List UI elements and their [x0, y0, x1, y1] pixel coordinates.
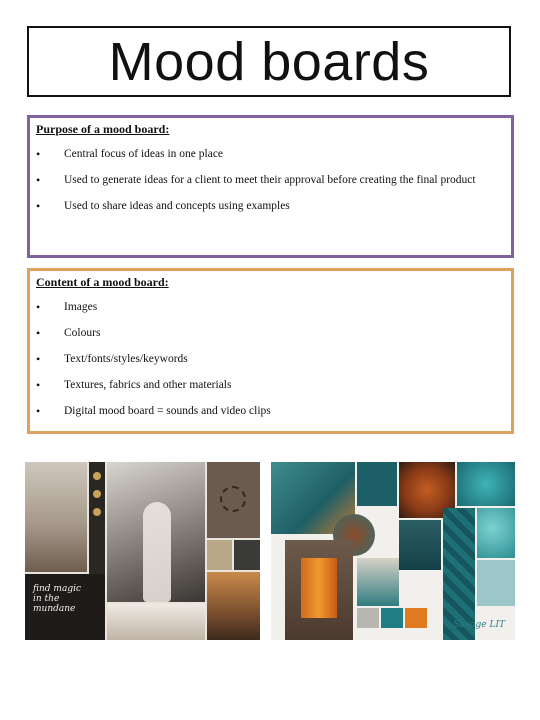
list-item-text: Used to share ideas and concepts using examples	[64, 200, 290, 212]
moon-phase-icon	[93, 472, 101, 480]
texture-swatch	[234, 540, 260, 570]
purpose-list	[36, 145, 503, 215]
content-list	[36, 298, 503, 420]
bullet-icon: •	[36, 199, 41, 213]
swatch-orange	[405, 608, 427, 628]
title-box	[27, 26, 511, 97]
list-item	[36, 350, 503, 368]
teal-flower-photo	[457, 462, 515, 506]
moon-phase-icon	[93, 508, 101, 516]
list-item-text: Text/fonts/styles/keywords	[64, 353, 188, 365]
list-item	[36, 324, 503, 342]
bullet-icon: •	[36, 326, 41, 340]
texture-swatch	[207, 540, 232, 570]
list-item	[36, 171, 503, 189]
table-photo	[107, 604, 205, 640]
swatch-light-blue	[477, 560, 515, 606]
bullet-icon: •	[36, 147, 41, 161]
bullet-icon: •	[36, 173, 41, 187]
list-item-text: Central focus of ideas in one place	[64, 148, 224, 160]
content-section	[27, 268, 514, 434]
purpose-section	[27, 115, 514, 258]
shell-photo	[477, 508, 515, 558]
sun-pattern-icon	[220, 486, 246, 512]
signature-text: Savage LIT	[453, 620, 505, 630]
list-item	[36, 402, 503, 420]
woman-figure	[143, 502, 171, 602]
teal-lamp-photo	[357, 462, 397, 506]
list-item-text: Used to generate ideas for a client to meet their approval before creating the final product	[64, 174, 476, 186]
list-item-text: Digital mood board = sounds and video clips	[64, 405, 271, 417]
purpose-heading: Purpose of a mood board:	[36, 122, 170, 136]
bullet-icon: •	[36, 404, 41, 418]
list-item	[36, 376, 503, 394]
stairs-photo	[399, 520, 441, 570]
interior-photo	[25, 462, 87, 572]
bullet-icon: •	[36, 378, 41, 392]
swatch-teal	[381, 608, 403, 628]
list-item	[36, 298, 503, 316]
teal-chair-photo	[357, 558, 399, 606]
bullet-icon: •	[36, 300, 41, 314]
list-item-text: Colours	[64, 327, 101, 339]
list-item	[36, 145, 503, 163]
orange-door	[301, 558, 337, 618]
content-heading: Content of a mood board:	[36, 275, 169, 289]
list-item	[36, 197, 503, 215]
page-title: Mood boards	[108, 31, 430, 92]
mood-board-image-neutral	[25, 462, 260, 640]
list-item-text: Textures, fabrics and other materials	[64, 379, 232, 391]
bullet-icon: •	[36, 352, 41, 366]
moon-phase-icon	[93, 490, 101, 498]
swatch-grey	[357, 608, 379, 628]
text-card-label: find magic in the mundane	[33, 584, 82, 614]
lanterns-photo	[207, 572, 260, 640]
mood-board-image-teal	[271, 462, 515, 640]
list-item-text: Images	[64, 301, 98, 313]
